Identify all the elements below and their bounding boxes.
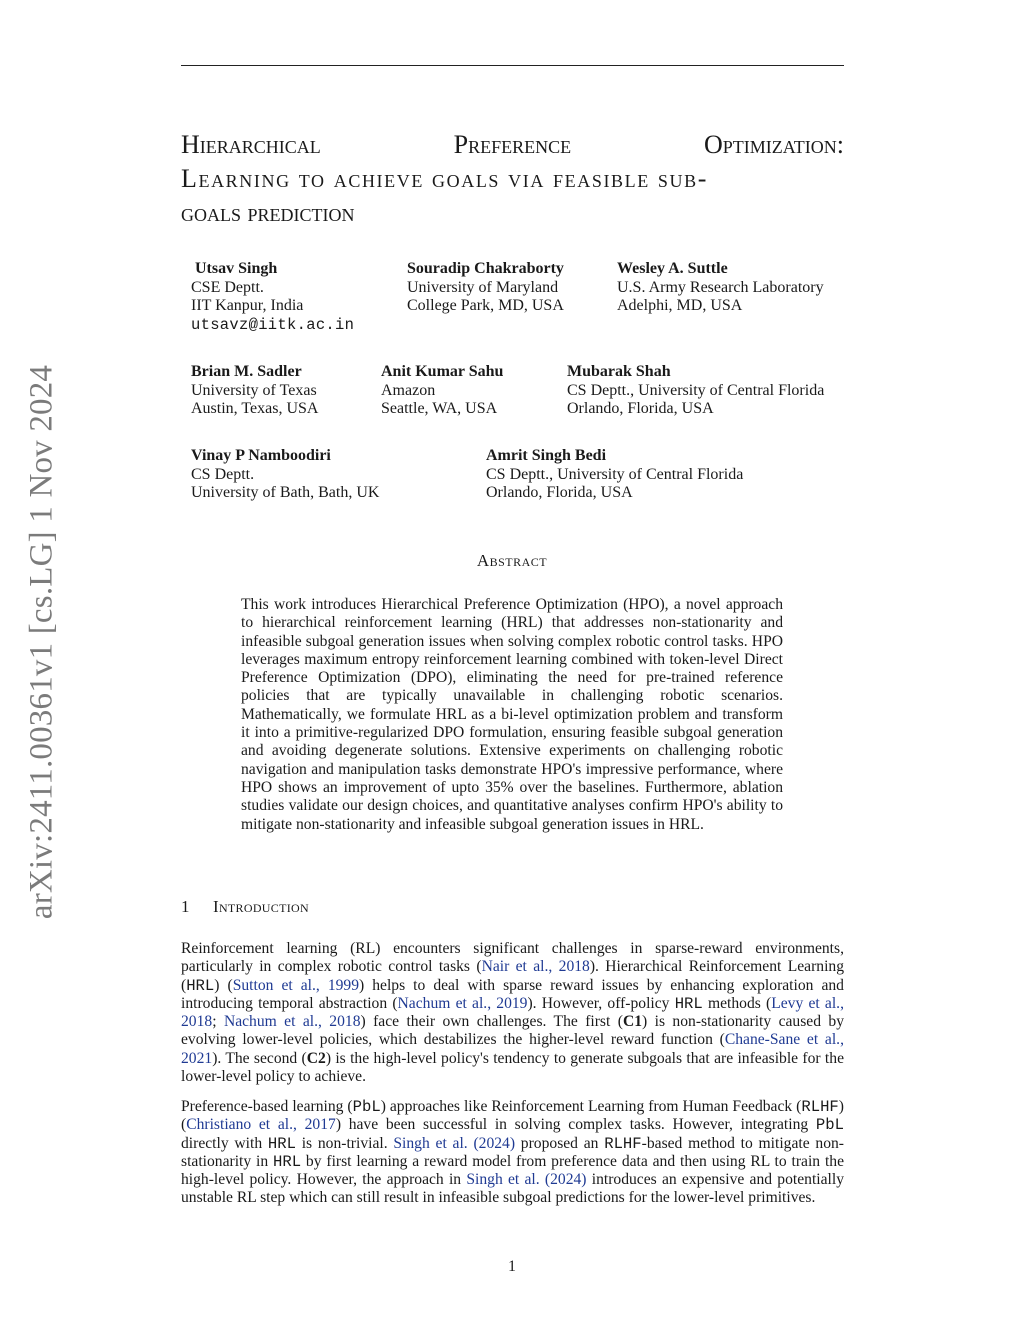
acronym-hrl: HRL bbox=[186, 976, 215, 995]
section-title: Introduction bbox=[213, 897, 309, 916]
acronym-hrl: HRL bbox=[267, 1134, 296, 1153]
author-affiliation: University of Texas bbox=[191, 381, 317, 399]
abstract-body: This work introduces Hierarchical Preference Optimization (HPO), a novel approach to hierarchical reinforcement learning (HRL) that addresses non-stationarity and infeasible subgoal generation issues when solving complex robotic control tasks. HPO leverages maximum entropy reinforcement learning combined with token-level Direct Preference Optimization (DPO), eliminating the need for pre-trained reference policies that are typically unavailable in challenging robotic scenarios. Mathematically, we formulate HRL as a bi-level optimization problem and transform it into a primitive-regularized DPO formulation, ensuring feasible subgoal generation and avoiding degenerate solutions. Extensive experiments on challenging robotic navigation and manipulation tasks demonstrate HPO's impressive performance, where HPO shows an improvement of upto 35% over the baselines. Furthermore, ablation studies validate our design choices, and quantitative analyses confirm HPO's ability to mitigate non-stationarity and infeasible subgoal generation issues in HRL. bbox=[241, 596, 783, 833]
author-location: College Park, MD, USA bbox=[407, 297, 564, 314]
author-name: Vinay P Namboodiri bbox=[191, 447, 331, 464]
author-block bbox=[381, 363, 503, 419]
author-location: Orlando, Florida, USA bbox=[486, 484, 633, 501]
acronym-hrl: HRL bbox=[674, 994, 703, 1013]
author-affiliation: Amazon bbox=[381, 381, 436, 399]
author-block bbox=[567, 363, 824, 419]
author-affiliation: CS Deptt., University of Central Florida bbox=[567, 381, 825, 399]
citation-link[interactable]: Nachum et al., 2019 bbox=[397, 994, 528, 1012]
acronym-pbl: PbL bbox=[352, 1098, 381, 1116]
challenge-label: C2 bbox=[306, 1049, 326, 1067]
citation-link[interactable]: Singh et al. (2024) bbox=[466, 1171, 587, 1189]
title-line-3: goals prediction bbox=[181, 198, 355, 227]
author-name: Souradip Chakraborty bbox=[407, 260, 564, 277]
citation-link[interactable]: Sutton et al., 1999 bbox=[232, 976, 360, 994]
citation-link[interactable]: Singh et al. (2024) bbox=[393, 1134, 516, 1152]
acronym-rlhf: RLHF bbox=[801, 1098, 839, 1116]
author-name: Amrit Singh Bedi bbox=[486, 447, 607, 464]
author-block bbox=[191, 447, 379, 503]
intro-paragraph-1: Reinforcement learning (RL) encounters significant challenges in sparse-reward environments, particularly in complex robotic control tasks (Nair et al., 2018). Hierarchical Reinforcement Learning (HRL) (Sutton et al., 1999) helps to deal with sparse reward issues by enhancing exploration and introducing temporal abstraction (Nachum et al., 2019). However, off-policy HRL methods (Levy et al., 2018; Nachum et al., 2018) face their own challenges. The first (C1) is non-stationarity caused by evolving lower-level policies, which destabilizes the higher-level reward function (Chane-Sane et al., 2021). The second (C2) is the high-level policy's tendency to generate subgoals that are infeasible for the lower-level policy to achieve. bbox=[181, 940, 845, 1086]
author-affiliation: University of Maryland bbox=[407, 278, 559, 296]
author-block bbox=[617, 260, 824, 316]
author-name: Wesley A. Suttle bbox=[617, 260, 728, 277]
acronym-rlhf: RLHF bbox=[604, 1134, 642, 1153]
author-affiliation: CS Deptt., University of Central Florida bbox=[486, 465, 744, 483]
section-number: 1 bbox=[181, 897, 190, 916]
author-block bbox=[486, 447, 743, 503]
intro-paragraph-2: Preference-based learning (PbL) approaches like Reinforcement Learning from Human Feedback (RLHF) (Christiano et al., 2017) have been successful in solving complex tasks. However, integrating PbL directly with HRL is non-trivial. Singh et al. (2024) proposed an RLHF-based method to mitigate non-stationarity in HRL by first learning a reward model from preference data and then using RL to train the high-level policy. However, the approach in Singh et al. (2024) introduces an expensive and potentially unstable RL step which can still result in infeasible subgoal predictions for the lower-level primitives. bbox=[181, 1098, 844, 1207]
paper-title bbox=[181, 128, 844, 230]
page-number: 1 bbox=[508, 1258, 516, 1275]
author-block bbox=[407, 260, 564, 316]
author-location: Adelphi, MD, USA bbox=[617, 297, 743, 314]
author-block bbox=[191, 363, 318, 419]
author-affiliation: CSE Deptt. bbox=[191, 278, 264, 296]
citation-link[interactable]: Christiano et al., 2017 bbox=[186, 1116, 336, 1134]
challenge-label: C1 bbox=[622, 1013, 643, 1031]
author-location: IIT Kanpur, India bbox=[191, 297, 304, 314]
arxiv-identifier[interactable]: arXiv:2411.00361v1 [cs.LG] 1 Nov 2024 bbox=[23, 364, 60, 920]
author-name: Utsav Singh bbox=[195, 260, 278, 277]
author-location: University of Bath, Bath, UK bbox=[191, 484, 380, 501]
abstract-heading: Abstract bbox=[476, 551, 548, 570]
acronym-pbl: PbL bbox=[815, 1116, 844, 1135]
section-heading-introduction bbox=[181, 897, 309, 917]
title-line-2: Learning to achieve goals via feasible sub- bbox=[181, 164, 709, 193]
author-location: Seattle, WA, USA bbox=[381, 400, 498, 417]
author-affiliation: U.S. Army Research Laboratory bbox=[617, 278, 824, 296]
citation-link[interactable]: Levy et al., 2018 bbox=[181, 994, 844, 1031]
author-name: Mubarak Shah bbox=[567, 363, 671, 380]
author-block bbox=[191, 260, 354, 334]
author-email[interactable]: utsavz@iitk.ac.in bbox=[191, 315, 355, 334]
author-name: Anit Kumar Sahu bbox=[381, 363, 504, 380]
author-affiliation: CS Deptt. bbox=[191, 465, 255, 483]
author-name: Brian M. Sadler bbox=[191, 363, 302, 380]
citation-link[interactable]: Nair et al., 2018 bbox=[481, 958, 590, 976]
title-line-1: Hierarchical Preference Optimization: bbox=[181, 130, 844, 159]
author-location: Austin, Texas, USA bbox=[191, 400, 319, 417]
acronym-hrl: HRL bbox=[273, 1152, 302, 1171]
author-location: Orlando, Florida, USA bbox=[567, 400, 714, 417]
header-rule bbox=[181, 65, 844, 66]
citation-link[interactable]: Chane-Sane et al., 2021 bbox=[181, 1031, 844, 1067]
citation-link[interactable]: Nachum et al., 2018 bbox=[223, 1013, 361, 1031]
